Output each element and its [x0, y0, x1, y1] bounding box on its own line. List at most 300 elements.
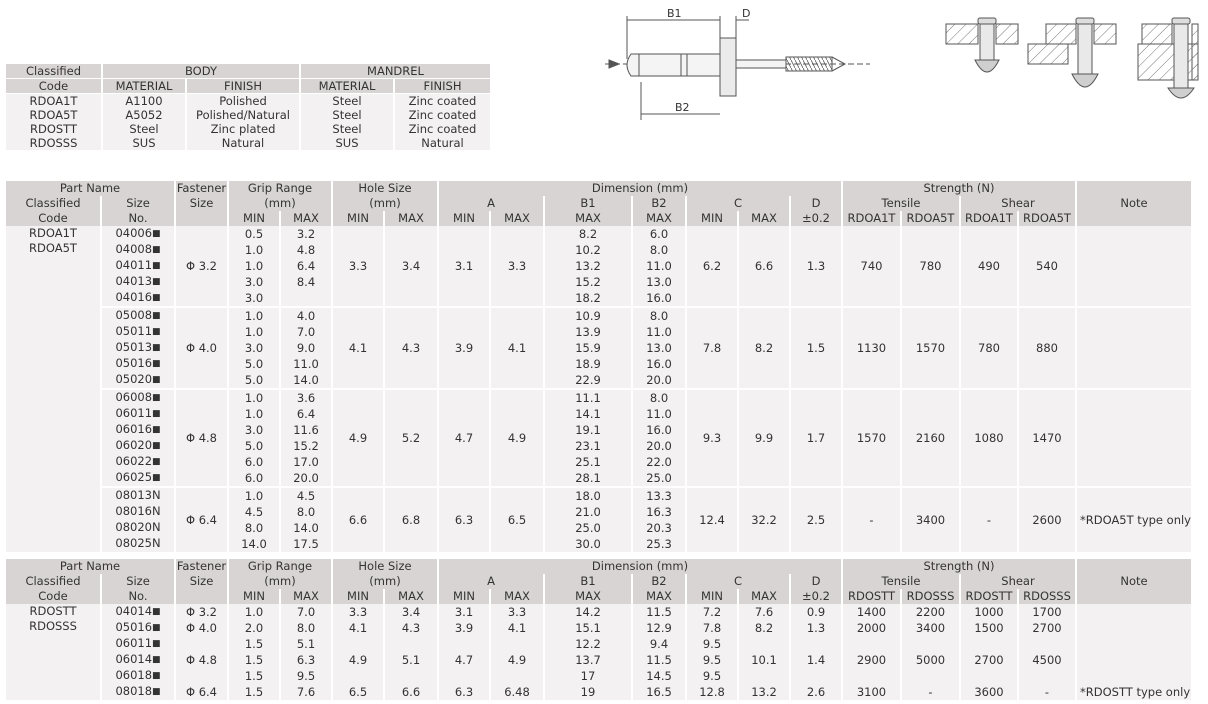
b2-max: 25.3	[633, 536, 685, 552]
a-min: 3.1	[439, 604, 489, 620]
size-no	[102, 324, 174, 340]
grip-min: 3.0	[229, 340, 279, 356]
size-code: 04013	[115, 274, 153, 288]
header-max: MAX	[281, 589, 331, 604]
mandrel-material: Steel	[301, 94, 393, 108]
c-max: 32.2	[739, 486, 789, 552]
header-d: D	[791, 574, 841, 589]
header-shear-code: RDOSSS	[1019, 589, 1075, 604]
header-fastener-blank	[176, 589, 227, 604]
fastener-size: Φ 4.8	[176, 636, 227, 684]
size-marker: ■	[152, 425, 161, 435]
rivet-installation-illustration	[942, 14, 1200, 102]
tensile-value: 1570	[902, 306, 959, 388]
c-max: 8.2	[739, 306, 789, 388]
b2-max: 13.0	[633, 340, 685, 356]
grip-min: 1.0	[229, 486, 279, 504]
body-material: A5052	[103, 108, 185, 122]
grip-max: 8.4	[281, 274, 331, 290]
header-tensile-code: RDOSSS	[902, 589, 959, 604]
header-max: MAX	[545, 211, 631, 226]
grip-min: 1.5	[229, 636, 279, 652]
size-code: 04006	[115, 226, 153, 240]
header-fastener: Fastener	[176, 181, 227, 195]
hole-max: 4.3	[385, 306, 437, 388]
grip-max: 8.0	[281, 620, 331, 636]
size-marker: ■	[152, 327, 161, 337]
header-size: Size	[102, 196, 174, 211]
header-shear-code: RDOA1T	[961, 211, 1017, 226]
d-value: 1.4	[791, 636, 841, 684]
size-code: 05008	[115, 308, 153, 322]
c-max: 9.9	[739, 388, 789, 486]
note	[1077, 306, 1191, 388]
grip-min: 1.5	[229, 652, 279, 668]
grip-max: 3.6	[281, 388, 331, 406]
a-min: 6.3	[439, 684, 489, 700]
header-body-material: MATERIAL	[103, 79, 185, 94]
header-b1: B1	[545, 574, 631, 589]
header-note: Note	[1077, 181, 1191, 226]
material-code: RDOSTT	[6, 122, 101, 136]
size-marker: ■	[152, 393, 161, 403]
size-marker: ■	[152, 623, 161, 633]
size-no	[102, 226, 174, 242]
size-code: 06022	[115, 454, 153, 468]
note	[1077, 636, 1191, 684]
grip-max	[281, 290, 331, 306]
header-max: MAX	[491, 211, 543, 226]
tensile-value: -	[843, 486, 900, 552]
t2: -	[902, 684, 959, 700]
b2-max: 8.0	[633, 388, 685, 406]
c-max: 8.2	[739, 620, 789, 636]
header-min: MIN	[687, 589, 737, 604]
size-marker: ■	[152, 261, 161, 271]
size-no	[102, 372, 174, 388]
header-shear-code: RDOSTT	[961, 589, 1017, 604]
hole-max: 4.3	[385, 620, 437, 636]
size-code: 06018	[115, 668, 153, 682]
d: 2.6	[791, 684, 841, 700]
b1: 14.2	[545, 604, 631, 620]
grip-max: 6.3	[281, 652, 331, 668]
size-marker: ■	[152, 293, 161, 303]
b2-max: 6.0	[633, 226, 685, 242]
header-code: Code	[6, 589, 100, 604]
b2-max: 16.0	[633, 356, 685, 372]
c-min: 6.2	[687, 226, 737, 306]
b1-max: 25.1	[545, 454, 631, 470]
b2-max: 20.3	[633, 520, 685, 536]
b2-max: 20.0	[633, 372, 685, 388]
header-b2: B2	[633, 574, 685, 589]
header-code: Code	[6, 211, 100, 226]
d-value: 1.7	[791, 388, 841, 486]
size-code: 08016N	[115, 504, 161, 518]
a-max: 4.9	[491, 636, 543, 684]
size-no	[102, 636, 174, 652]
c-max: 10.1	[739, 636, 789, 684]
c-min: 12.4	[687, 486, 737, 552]
size-marker: ■	[152, 229, 161, 239]
grip-min: 5.0	[229, 372, 279, 388]
size-code: 04016	[115, 290, 153, 304]
t1: 2000	[843, 620, 900, 636]
grip-min: 3.0	[229, 422, 279, 438]
b2-max: 20.0	[633, 438, 685, 454]
fastener: Φ 6.4	[176, 684, 227, 700]
fastener-size: Φ 3.2	[176, 226, 227, 306]
size-marker: ■	[152, 457, 161, 467]
size-no	[102, 520, 174, 536]
header-tensile: Tensile	[843, 196, 959, 211]
b2-max: 13.3	[633, 486, 685, 504]
size-marker: ■	[152, 375, 161, 385]
header-grip-range: Grip Range	[229, 559, 331, 574]
d: 1.3	[791, 620, 841, 636]
header-max: MAX	[739, 589, 789, 604]
size-marker: ■	[152, 359, 161, 369]
material-code: RDOA5T	[6, 108, 101, 122]
header-max: MAX	[633, 589, 685, 604]
grip-max: 3.2	[281, 226, 331, 242]
classified-codes	[6, 226, 100, 552]
grip-max: 17.0	[281, 454, 331, 470]
header-max: MAX	[281, 211, 331, 226]
header-dimension: Dimension (mm)	[439, 559, 841, 574]
size-code: 04011	[115, 258, 153, 272]
b1-max: 13.9	[545, 324, 631, 340]
hole-max: 5.2	[385, 388, 437, 486]
grip-min: 2.0	[229, 620, 279, 636]
b1: 19	[545, 684, 631, 700]
shear-value: 490	[961, 226, 1017, 306]
header-b1: B1	[545, 196, 631, 211]
b2: 12.9	[633, 620, 685, 636]
hole-min: 4.1	[333, 620, 383, 636]
table-row	[6, 620, 1191, 636]
b1-max: 15.9	[545, 340, 631, 356]
hole-max: 6.6	[385, 684, 437, 700]
header-max: MAX	[739, 211, 789, 226]
size-code: 06008	[115, 390, 153, 404]
shear-value: -	[961, 486, 1017, 552]
fastener-size: Φ 4.8	[176, 388, 227, 486]
b2: 16.5	[633, 684, 685, 700]
hole-min: 3.3	[333, 604, 383, 620]
a-max: 3.3	[491, 604, 543, 620]
b1-max: 18.9	[545, 356, 631, 372]
size-no	[102, 504, 174, 520]
size-no	[102, 684, 174, 700]
header-mandrel-material: MATERIAL	[301, 79, 393, 94]
t2: 2200	[902, 604, 959, 620]
grip-max: 8.0	[281, 504, 331, 520]
mandrel-material: Steel	[301, 122, 393, 136]
grip-max: 7.6	[281, 684, 331, 700]
d-value: 1.5	[791, 306, 841, 388]
fastener-size: Φ 6.4	[176, 486, 227, 552]
size-code: 05011	[115, 324, 153, 338]
mandrel-finish: Natural	[395, 136, 490, 150]
grip-max: 6.4	[281, 258, 331, 274]
a-max: 6.5	[491, 486, 543, 552]
a-min: 4.7	[439, 388, 489, 486]
size-code: 05016	[115, 620, 153, 634]
grip-min: 1.0	[229, 604, 279, 620]
header-fastener: Fastener	[176, 559, 227, 573]
header-min: MIN	[439, 589, 489, 604]
grip-max: 4.8	[281, 242, 331, 258]
hole-max: 3.4	[385, 226, 437, 306]
mandrel-material: SUS	[301, 136, 393, 150]
b2-max: 11.0	[633, 324, 685, 340]
table-row	[6, 306, 1191, 324]
b1: 15.1	[545, 620, 631, 636]
b1-max: 8.2	[545, 226, 631, 242]
b2-max: 8.0	[633, 242, 685, 258]
size-code: 05013	[115, 340, 153, 354]
header-hole-size: Hole Size	[333, 559, 437, 574]
header-grip-range: Grip Range	[229, 181, 331, 196]
grip-max: 6.4	[281, 406, 331, 422]
header-grip-unit: (mm)	[229, 574, 331, 589]
classified-code: RDOSSS	[29, 619, 77, 633]
size-no	[102, 454, 174, 470]
size-no	[102, 536, 174, 552]
d-value: 1.3	[791, 226, 841, 306]
grip-max: 4.5	[281, 486, 331, 504]
size-marker: ■	[152, 311, 161, 321]
d: 0.9	[791, 604, 841, 620]
shear-value: 880	[1019, 306, 1075, 388]
size-no	[102, 388, 174, 406]
size-no	[102, 668, 174, 684]
size-marker: ■	[152, 671, 161, 681]
s1: 3600	[961, 684, 1017, 700]
header-no: No.	[102, 589, 174, 604]
header-mandrel-finish: FINISH	[395, 79, 490, 94]
size-no	[102, 422, 174, 438]
c-min: 9.5	[687, 668, 737, 684]
size-code: 04008	[115, 242, 153, 256]
header-hole-unit: (mm)	[333, 574, 437, 589]
size-no	[102, 470, 174, 486]
grip-min: 1.0	[229, 406, 279, 422]
table-row	[6, 122, 490, 136]
fastener: Φ 4.0	[176, 620, 227, 636]
header-max: MAX	[633, 211, 685, 226]
header-max: MAX	[545, 589, 631, 604]
c-max: 7.6	[739, 604, 789, 620]
hole-max: 5.1	[385, 636, 437, 684]
b2-max: 14.5	[633, 668, 685, 684]
tensile-value: 5000	[902, 636, 959, 684]
grip-min: 3.0	[229, 290, 279, 306]
b1-max: 13.2	[545, 258, 631, 274]
header-a: A	[439, 196, 543, 211]
size-marker: ■	[152, 607, 161, 617]
tensile-value: 780	[902, 226, 959, 306]
size-code: 06020	[115, 438, 153, 452]
b1-max: 14.1	[545, 406, 631, 422]
b2-max: 16.0	[633, 290, 685, 306]
classified-code: RDOA1T	[29, 226, 77, 240]
hole-min: 4.1	[333, 306, 383, 388]
grip-min: 1.0	[229, 388, 279, 406]
shear-value: 2600	[1019, 486, 1075, 552]
note	[1077, 604, 1191, 620]
header-strength: Strength (N)	[843, 181, 1075, 196]
note: *RDOSTT type only	[1077, 684, 1191, 700]
size-no	[102, 306, 174, 324]
rivet-dimension-diagram	[595, 4, 875, 124]
fastener: Φ 3.2	[176, 604, 227, 620]
b1-max: 30.0	[545, 536, 631, 552]
header-min: MIN	[229, 211, 279, 226]
note	[1077, 620, 1191, 636]
size-code: 06016	[115, 422, 153, 436]
a-min: 4.7	[439, 636, 489, 684]
grip-min: 8.0	[229, 520, 279, 536]
grip-max: 15.2	[281, 438, 331, 454]
grip-max: 11.6	[281, 422, 331, 438]
grip-min: 5.0	[229, 356, 279, 372]
size-no	[102, 406, 174, 422]
a-max: 6.48	[491, 684, 543, 700]
b2-max: 16.0	[633, 422, 685, 438]
c-min: 7.2	[687, 604, 737, 620]
tensile-value: 2900	[843, 636, 900, 684]
c-min: 7.8	[687, 306, 737, 388]
c-min: 9.5	[687, 652, 737, 668]
body-finish: Polished/Natural	[187, 108, 299, 122]
hole-min: 4.9	[333, 636, 383, 684]
grip-max: 4.0	[281, 306, 331, 324]
size-no	[102, 486, 174, 504]
table-row	[6, 604, 1191, 620]
size-code: 08025N	[115, 536, 161, 550]
header-tensile-code: RDOA1T	[843, 211, 900, 226]
material-table	[4, 64, 492, 150]
size-code: 06011	[115, 636, 153, 650]
grip-min: 4.5	[229, 504, 279, 520]
tensile-value: 1570	[843, 388, 900, 486]
size-marker: ■	[152, 409, 161, 419]
grip-max: 5.1	[281, 636, 331, 652]
size-marker: ■	[152, 687, 161, 697]
size-marker: ■	[152, 277, 161, 287]
b1-max: 11.1	[545, 388, 631, 406]
mandrel-finish: Zinc coated	[395, 122, 490, 136]
header-shear-code: RDOA5T	[1019, 211, 1075, 226]
body-material: Steel	[103, 122, 185, 136]
header-body: BODY	[103, 64, 299, 79]
a-min: 3.9	[439, 620, 489, 636]
size-no	[102, 652, 174, 668]
b1-max: 10.9	[545, 306, 631, 324]
header-hole-size: Hole Size	[333, 181, 437, 196]
header-strength: Strength (N)	[843, 559, 1075, 574]
size-code: 08020N	[115, 520, 161, 534]
s2: 1700	[1019, 604, 1075, 620]
a-max: 4.9	[491, 388, 543, 486]
shear-value: 4500	[1019, 636, 1075, 684]
b1-max: 12.2	[545, 636, 631, 652]
header-note: Note	[1077, 559, 1191, 604]
body-material: SUS	[103, 136, 185, 150]
size-no	[102, 356, 174, 372]
b2-max: 9.4	[633, 636, 685, 652]
grip-max: 20.0	[281, 470, 331, 486]
mandrel-material: Steel	[301, 108, 393, 122]
table-row	[6, 226, 1191, 242]
b1-max: 28.1	[545, 470, 631, 486]
size-no	[102, 242, 174, 258]
tensile-value: 740	[843, 226, 900, 306]
b2-max: 11.5	[633, 652, 685, 668]
grip-min: 14.0	[229, 536, 279, 552]
mandrel-finish: Zinc coated	[395, 108, 490, 122]
b2-max: 13.0	[633, 274, 685, 290]
b2-max: 8.0	[633, 306, 685, 324]
b2-max: 22.0	[633, 454, 685, 470]
b2: 11.5	[633, 604, 685, 620]
a-min: 3.1	[439, 226, 489, 306]
size-marker: ■	[152, 639, 161, 649]
hole-min: 4.9	[333, 388, 383, 486]
table-row	[6, 486, 1191, 504]
size-marker: ■	[152, 441, 161, 451]
body-material: A1100	[103, 94, 185, 108]
a-min: 3.9	[439, 306, 489, 388]
header-c: C	[687, 574, 789, 589]
shear-value: 540	[1019, 226, 1075, 306]
shear-value: 1080	[961, 388, 1017, 486]
b1-max: 23.1	[545, 438, 631, 454]
t1: 3100	[843, 684, 900, 700]
shear-value: 2700	[961, 636, 1017, 684]
grip-min: 1.0	[229, 306, 279, 324]
spec-table-aluminum-body	[6, 226, 1191, 552]
b1-max: 19.1	[545, 422, 631, 438]
grip-max: 17.5	[281, 536, 331, 552]
grip-max: 14.0	[281, 372, 331, 388]
header-dimension: Dimension (mm)	[439, 181, 841, 196]
size-code: 08013N	[115, 488, 161, 502]
b1-max: 13.7	[545, 652, 631, 668]
header-fastener-blank	[176, 211, 227, 226]
header-min: MIN	[229, 589, 279, 604]
size-code: 08018	[115, 684, 153, 698]
hole-max: 6.8	[385, 486, 437, 552]
header-max: MAX	[385, 211, 437, 226]
grip-max: 14.0	[281, 520, 331, 536]
header-tensile: Tensile	[843, 574, 959, 589]
header-fastener-size: Size	[176, 196, 227, 211]
s1: 1500	[961, 620, 1017, 636]
size-code: 05016	[115, 356, 153, 370]
b1-max: 18.2	[545, 290, 631, 306]
tensile-value: 3400	[902, 486, 959, 552]
header-part-name: Part Name	[6, 181, 174, 196]
mandrel-finish: Zinc coated	[395, 94, 490, 108]
header-size: Size	[102, 574, 174, 589]
grip-max: 11.0	[281, 356, 331, 372]
b2-max: 11.0	[633, 406, 685, 422]
c-min: 9.5	[687, 636, 737, 652]
